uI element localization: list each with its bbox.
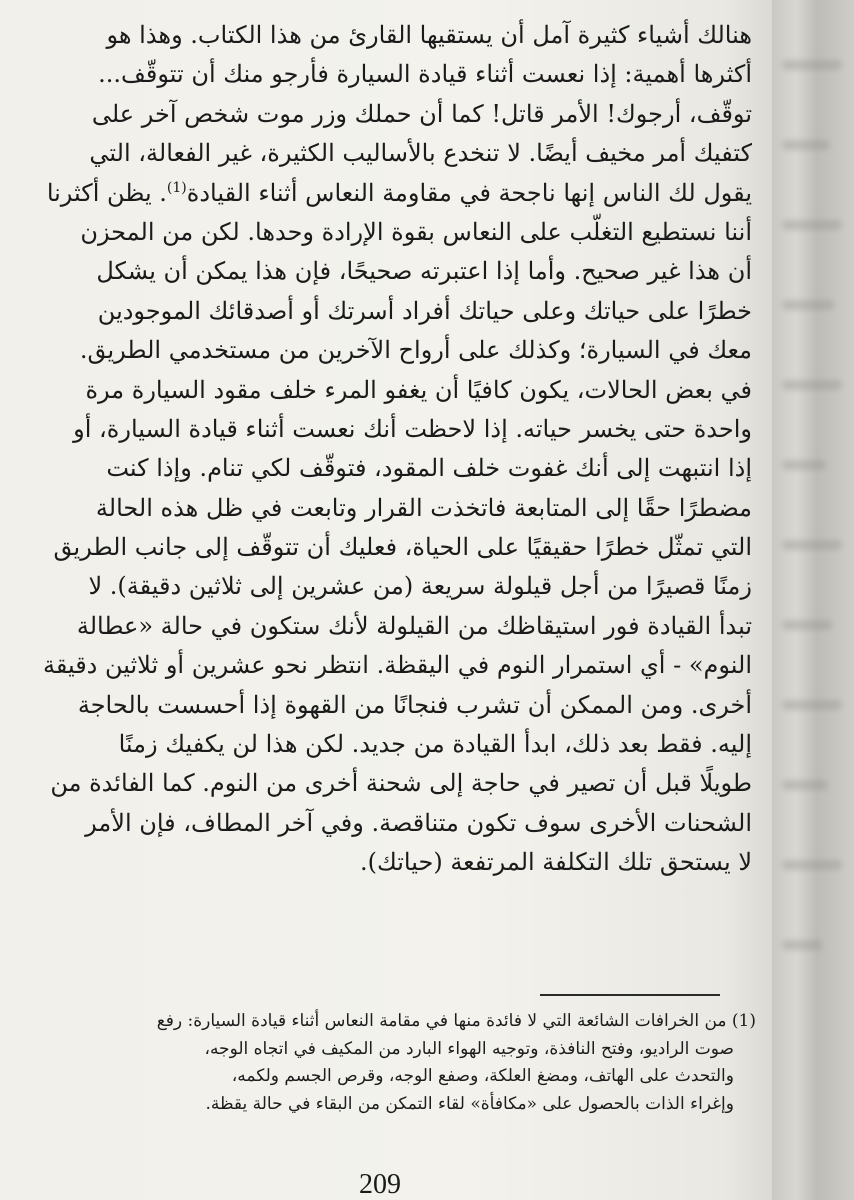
text-line: إذا انتبهت إلى أنك غفوت خلف المقود، فتوقّف لكي تنام. وإذا كنت	[106, 454, 752, 483]
facing-page-edge	[772, 0, 854, 1200]
text-line: الشحنات الأخرى سوف تكون متناقصة. وفي آخر المطاف، فإن الأمر	[85, 808, 752, 837]
bleed-through-mark	[782, 460, 826, 470]
text-line: أخرى. ومن الممكن أن تشرب فنجانًا من القهوة إذا أحسست بالحاجة	[77, 690, 752, 719]
bleed-through-mark	[782, 860, 842, 870]
footnote-reference: (1)	[166, 179, 187, 196]
text-line-part: يقول لك الناس إنها ناجحة في مقاومة النعاس أثناء القيادة	[186, 178, 752, 207]
text-line: معك في السيارة؛ وكذلك على أرواح الآخرين من مستخدمي الطريق.	[79, 336, 752, 365]
text-line: طويلًا قبل أن تصير في حاجة إلى شحنة أخرى من النوم. كما الفائدة من	[50, 769, 752, 798]
text-line: أننا نستطيع التغلّب على النعاس بقوة الإرادة وحدها. لكن من المحزن	[80, 217, 752, 246]
text-line: تبدأ القيادة فور استيقاظك من القيلولة لأنك ستكون في حالة «عطالة	[76, 611, 752, 640]
text-line: هنالك أشياء كثيرة آمل أن يستقيها القارئ من هذا الكتاب. وهذا هو	[106, 21, 752, 49]
text-line: مضطرًا حقًا إلى المتابعة فاتخذت القرار وتابعت في ظل هذه الحالة	[95, 493, 752, 522]
text-line: إليه. فقط بعد ذلك، ابدأ القيادة من جديد. لكن هذا لن يكفيك زمنًا	[118, 730, 752, 759]
text-line-part: . يظن أكثرنا	[46, 178, 167, 207]
footnote	[46, 1008, 756, 1118]
bleed-through-mark	[782, 540, 842, 550]
text-line: توقّف، أرجوك! الأمر قاتل! كما أن حملك وزر موت شخص آخر على	[91, 99, 752, 128]
page-number: 209	[359, 1169, 401, 1200]
text-line: أكثرها أهمية: إذا نعست أثناء قيادة السيارة فأرجو منك أن تتوقّف...	[98, 60, 752, 89]
text-line: لا يستحق تلك التكلفة المرتفعة (حياتك).	[360, 848, 752, 877]
text-line: خطرًا على حياتك وعلى حياتك أفراد أسرتك أو أصدقائك الموجودين	[97, 296, 752, 325]
bleed-through-mark	[782, 620, 832, 630]
footnote-line: (1) من الخرافات الشائعة التي لا فائدة منها في مقامة النعاس أثناء قيادة السيارة: رفع	[156, 1011, 756, 1031]
text-line: النوم» - أي استمرار النوم في اليقظة. انتظر نحو عشرين أو ثلاثين دقيقة	[42, 651, 752, 680]
text-line: أن هذا غير صحيح. وأما إذا اعتبرته صحيحًا، فإن هذا يمكن أن يشكل	[96, 257, 752, 286]
bleed-through-mark	[782, 780, 828, 790]
bleed-through-mark	[782, 380, 842, 390]
bleed-through-mark	[782, 140, 830, 150]
footnote-divider	[540, 994, 720, 996]
text-line: كتفيك أمر مخيف أيضًا. لا تنخدع بالأساليب الكثيرة، غير الفعالة، التي	[89, 139, 752, 168]
bleed-through-mark	[782, 700, 842, 710]
bleed-through-mark	[782, 300, 834, 310]
text-line-with-footnote-ref	[40, 174, 752, 213]
text-line: التي تمثّل خطرًا حقيقيًا على الحياة، فعليك أن تتوقّف إلى جانب الطريق	[53, 533, 752, 562]
footnote-line: والتحدث على الهاتف، ومضغ العلكة، وصفع الوجه، وقرص الجسم ولكمه،	[231, 1066, 734, 1087]
text-line: في بعض الحالات، يكون كافيًا أن يغفو المرء خلف مقود السيارة مرة	[85, 375, 752, 404]
body-text	[40, 16, 752, 883]
footnote-line: صوت الراديو، وفتح النافذة، وتوجيه الهواء البارد من المكيف في اتجاه الوجه،	[204, 1038, 734, 1059]
text-line: واحدة حتى يخسر حياته. إذا لاحظت أنك نعست أثناء قيادة السيارة، أو	[73, 414, 752, 443]
bleed-through-mark	[782, 940, 822, 950]
text-line: زمنًا قصيرًا من أجل قيلولة سريعة (من عشرين إلى ثلاثين دقيقة). لا	[88, 572, 752, 601]
bleed-through-mark	[782, 60, 842, 70]
footnote-line: وإغراء الذات بالحصول على «مكافأة» لقاء التمكن من البقاء في حالة يقظة.	[205, 1093, 734, 1114]
bleed-through-mark	[782, 220, 842, 230]
